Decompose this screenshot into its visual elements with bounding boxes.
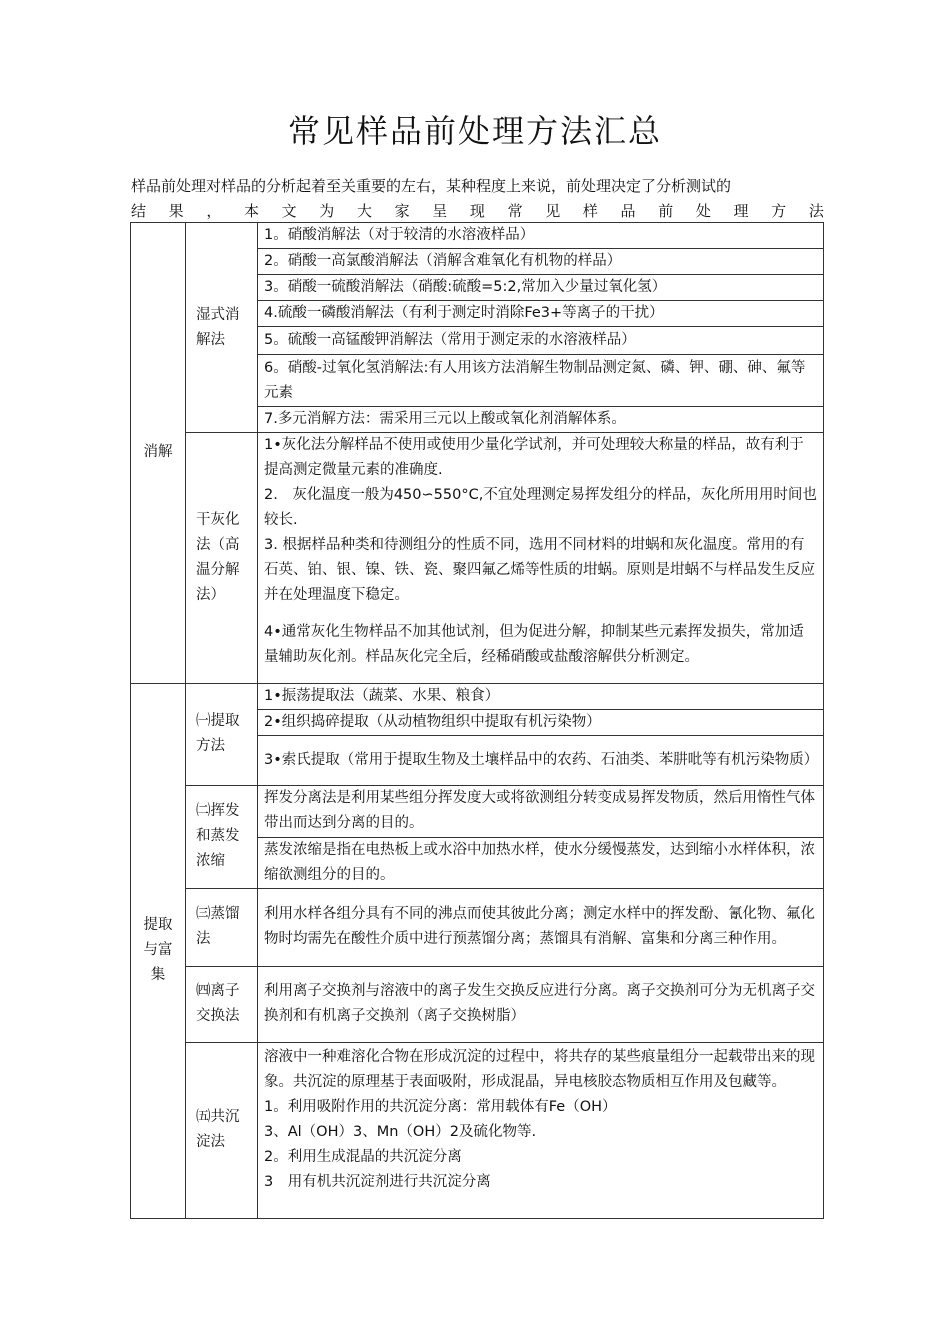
table-cell: 3。硝酸一硫酸消解法（硝酸:硫酸=5:2,常加入少量过氧化氢） (258, 275, 824, 301)
table-cell: 1•灰化法分解样品不使用或使用少量化学试剂，并可处理较大称量的样品，故有利于提高测定微量元素的准确度. (258, 433, 824, 484)
category-digestion: 消解 (131, 223, 186, 684)
table-cell: 2. 灰化温度一般为450∽550°C,不宜处理测定易挥发组分的样品，灰化所用用时间也较长. (258, 483, 824, 533)
paragraph: 1。利用吸附作用的共沉淀分离：常用载体有Fe（OH） (264, 1098, 617, 1115)
table-cell: 2。硝酸一高氯酸消解法（消解含难氧化有机物的样品） (258, 249, 824, 275)
intro-char: 见 (545, 202, 561, 220)
method-distillation: ㈢蒸馏法 (186, 888, 258, 966)
method-dry-ashing: 干灰化法（高温分解法） (186, 433, 258, 684)
intro-char: 前 (658, 202, 674, 220)
intro-char: 结 (131, 202, 147, 220)
paragraph: 2。利用生成混晶的共沉淀分离 (264, 1148, 462, 1165)
intro-char: 常 (507, 202, 523, 220)
method-extraction: ㈠提取方法 (186, 683, 258, 785)
method-coprecipitation: ㈤共沉淀法 (186, 1042, 258, 1218)
intro-char: 理 (733, 202, 749, 220)
intro-char: 现 (469, 202, 485, 220)
intro-char: 处 (695, 202, 711, 220)
table-cell: 4•通常灰化生物样品不加其他试剂，但为促进分解，抑制某些元素挥发损失，常加适量辅助灰化剂。样品灰化完全后，经稀硝酸或盐酸溶解供分析测定。 (258, 608, 824, 683)
intro-char: 为 (319, 202, 335, 220)
page-title: 常见样品前处理方法汇总 (287, 112, 662, 150)
table-cell: 蒸发浓缩是指在电热板上或水浴中加热水样，使水分缓慢蒸发，达到缩小水样体积，浓缩欲测组分的目的。 (258, 837, 824, 888)
table-cell: 1。硝酸消解法（对于较清的水溶液样品） (258, 223, 824, 249)
paragraph-clipped: 3 用有机共沉淀剂进行共沉淀分离 (264, 1173, 491, 1190)
intro-line-1: 样品前处理对样品的分析起着至关重要的左右，某种程度上来说，前处理决定了分析测试的 (131, 177, 732, 195)
intro-char: 品 (620, 202, 636, 220)
table-cell: 利用水样各组分具有不同的沸点而使其彼此分离；测定水样中的挥发酚、氰化物、氟化物时均需先在酸性介质中进行预蒸馏分离；蒸馏具有消解、富集和分离三种作用。 (258, 888, 824, 966)
table-cell: 挥发分离法是利用某些组分挥发度大或将欲测组分转变成易挥发物质，然后用惰性气体带出而达到分离的目的。 (258, 785, 824, 837)
method-wet-digestion: 湿式消解法 (186, 223, 258, 433)
table-cell: 3•索氏提取（常用于提取生物及土壤样品中的农药、石油类、苯肼吡等有机污染物质） (258, 735, 824, 785)
intro-char: 文 (281, 202, 297, 220)
category-extraction: 提取与富集 (131, 683, 186, 1218)
intro-char: 大 (356, 202, 372, 220)
table-cell (258, 1042, 824, 1218)
table-cell: 1•振荡提取法（蔬菜、水果、粮食） (258, 683, 824, 709)
intro-char: ， (206, 202, 222, 220)
intro-line-2 (131, 200, 824, 222)
table-cell: 2•组织捣碎提取（从动植物组织中提取有机污染物） (258, 709, 824, 735)
methods-table (130, 222, 824, 1219)
intro-char: 呈 (432, 202, 448, 220)
paragraph: 溶液中一种难溶化合物在形成沉淀的过程中，将共存的某些痕量组分一起载带出来的现象。共沉淀的原理基于表面吸附，形成混晶，异电核胶态物质相互作用及包藏等。 (264, 1048, 815, 1090)
table-cell: 6。硝酸-过氧化氢消解法:有人用该方法消解生物制品测定氮、磷、钾、硼、砷、氟等元素 (258, 355, 824, 407)
intro-char: 法 (808, 202, 824, 220)
table-cell: 7.多元消解方法：需采用三元以上酸或氧化剂消解体系。 (258, 407, 824, 433)
intro-char: 家 (394, 202, 410, 220)
table-cell: 5。硫酸一高锰酸钾消解法（常用于测定汞的水溶液样品） (258, 327, 824, 355)
table-cell: 3. 根据样品种类和待测组分的性质不同，选用不同材料的坩蜗和灰化温度。常用的有石英、铂、银、镍、铁、瓷、聚四氟乙烯等性质的坩蜗。原则是坩蜗不与样品发生反应并在处理温度下稳定。 (258, 533, 824, 608)
table-cell: 利用离子交换剂与溶液中的离子发生交换反应进行分离。离子交换剂可分为无机离子交换剂和有机离子交换剂（离子交换树脂） (258, 966, 824, 1042)
table-cell: 4.硫酸一磷酸消解法（有利于测定时消除Fe3+等离子的干扰） (258, 301, 824, 327)
method-volatilization: ㈡挥发和蒸发浓缩 (186, 785, 258, 888)
intro-char: 果 (168, 202, 184, 220)
intro-char: 本 (243, 202, 259, 220)
intro-char: 方 (771, 202, 787, 220)
paragraph: 3、Al（OH）3、Mn（OH）2及硫化物等. (264, 1123, 537, 1140)
method-ion-exchange: ㈣离子交换法 (186, 966, 258, 1042)
intro-char: 样 (582, 202, 598, 220)
